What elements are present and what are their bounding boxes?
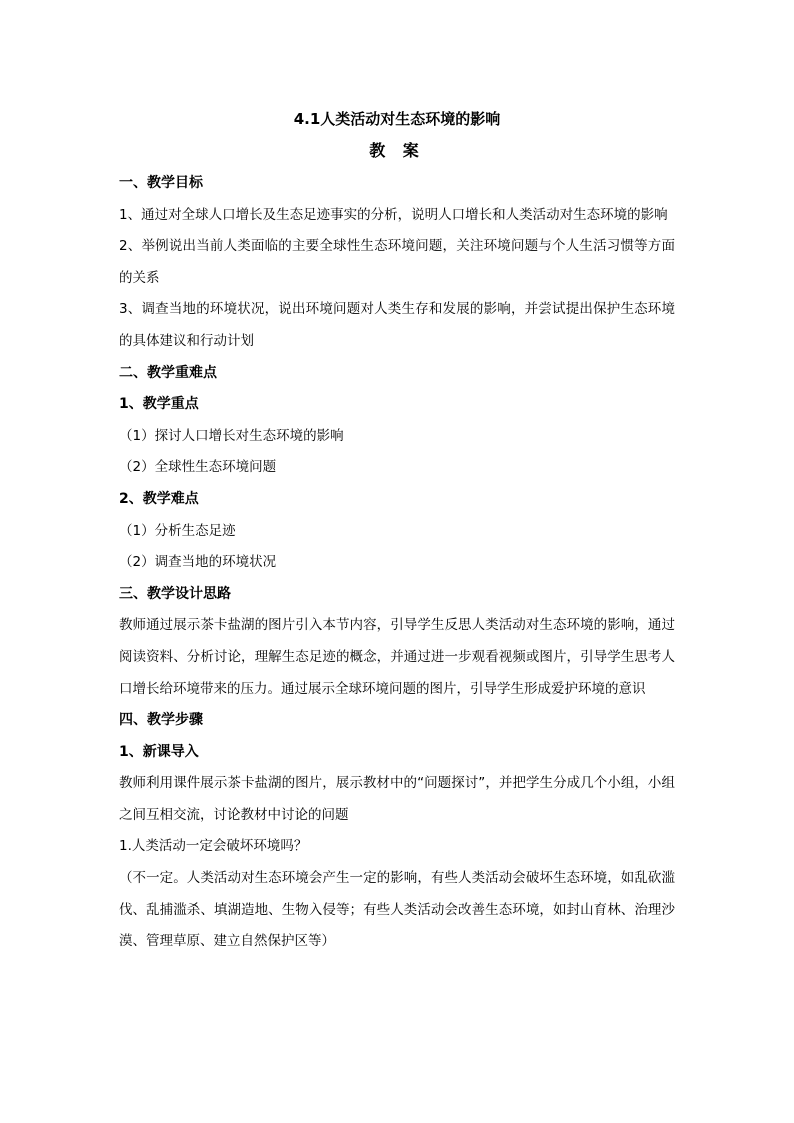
section-heading: 三、教学设计思路 bbox=[119, 585, 231, 602]
paragraph: 教师利用课件展示茶卡盐湖的图片，展示教材中的“问题探讨”，并把学生分成几个小组，小组之间互相交流，讨论教材中讨论的问题 bbox=[119, 775, 675, 823]
section-heading: 四、教学步骤 bbox=[119, 712, 203, 729]
paragraph: 教师通过展示茶卡盐湖的图片引入本节内容，引导学生反思人类活动对生态环境的影响，通过阅读资料、分析讨论，理解生态足迹的概念，并通过进一步观看视频或图片，引导学生思考人口增长给环境带来的压力。通过展示全球环境问题的图片，引导学生形成爱护环境的意识 bbox=[119, 617, 675, 697]
paragraph: 3、调查当地的环境状况，说出环境问题对人类生存和发展的影响，并尝试提出保护生态环境的具体建议和行动计划 bbox=[119, 301, 675, 349]
section-heading: 1、新课导入 bbox=[119, 743, 199, 760]
paragraph: （2）调查当地的环境状况 bbox=[119, 554, 277, 571]
paragraph: 2、举例说出当前人类面临的主要全球性生态环境问题，关注环境问题与个人生活习惯等方面的关系 bbox=[119, 238, 675, 286]
section-heading: 一、教学目标 bbox=[119, 175, 203, 191]
section-heading: 二、教学重难点 bbox=[119, 364, 217, 381]
paragraph: 1.人类活动一定会破坏环境吗？ bbox=[119, 838, 308, 855]
page-subtitle: 教 案 bbox=[369, 141, 425, 160]
paragraph: （不一定。人类活动对生态环境会产生一定的影响，有些人类活动会破坏生态环境，如乱砍滥伐、乱捕滥杀、填湖造地、生物入侵等；有些人类活动会改善生态环境，如封山育林、治理沙漠、管理草原、建立自然保护区等） bbox=[119, 870, 675, 950]
page-title: 4.1人类活动对生态环境的影响 bbox=[293, 110, 501, 128]
paragraph: （1）分析生态足迹 bbox=[119, 522, 236, 539]
paragraph: （1）探讨人口增长对生态环境的影响 bbox=[119, 427, 344, 444]
paragraph: 1、通过对全球人口增长及生态足迹事实的分析，说明人口增长和人类活动对生态环境的影响 bbox=[119, 206, 668, 223]
document-body bbox=[119, 168, 675, 958]
document-page bbox=[119, 104, 675, 958]
section-heading: 1、教学重点 bbox=[119, 396, 199, 413]
paragraph: （2）全球性生态环境问题 bbox=[119, 459, 277, 476]
section-heading: 2、教学难点 bbox=[119, 490, 199, 507]
